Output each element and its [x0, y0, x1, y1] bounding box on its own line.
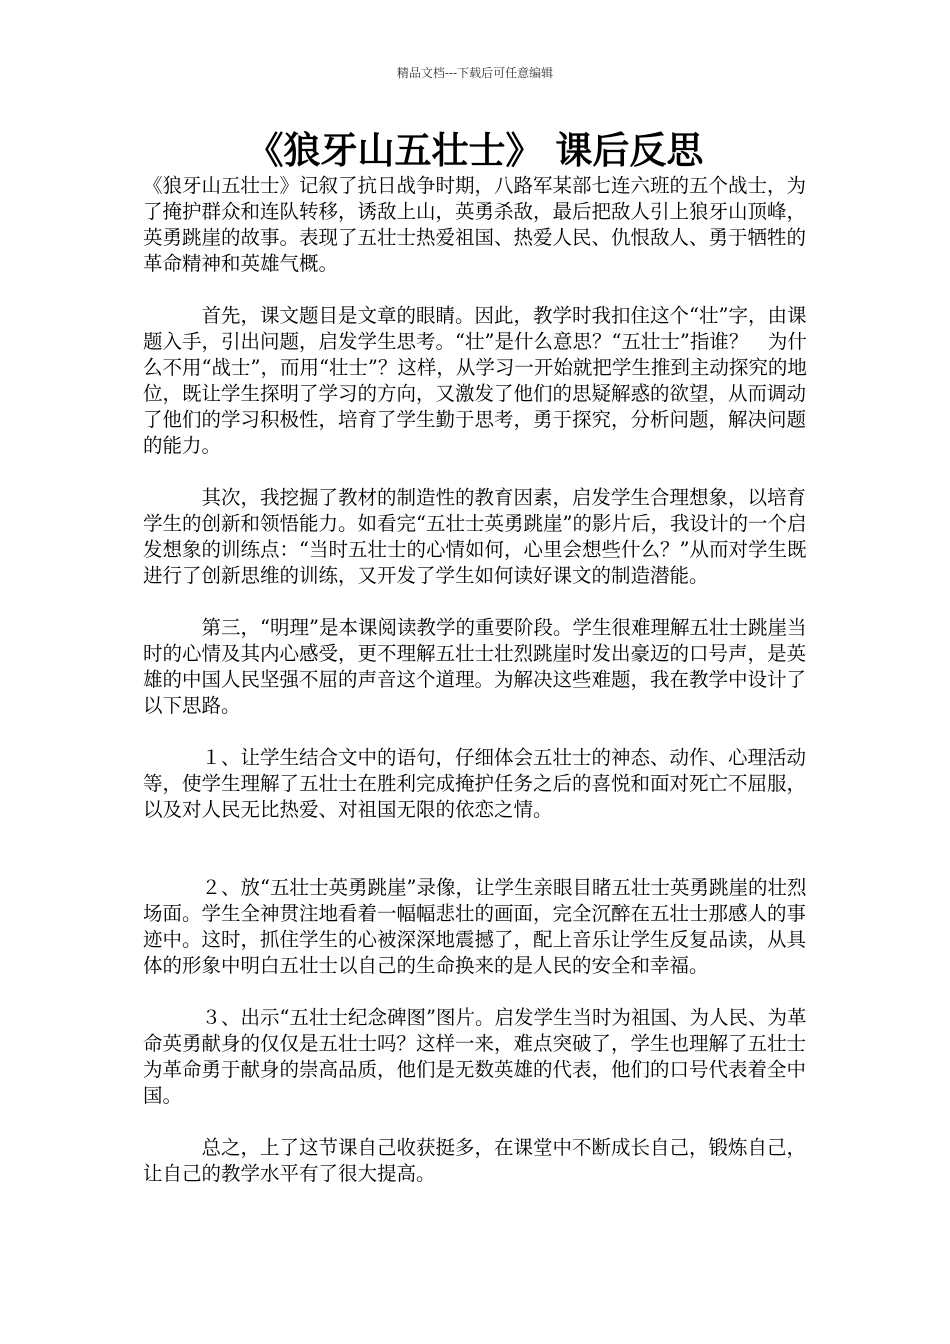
document-title: 《狼牙山五壮士》 课后反思 — [246, 128, 704, 172]
paragraph-gap — [143, 823, 823, 875]
paragraph-first: 首先，课文题目是文章的眼睛。因此，教学时我扣住这个“壮”字，由课题入手，引出问题，启发学生思考。“壮”是什么意思？“五壮士”指谁？ 为什么不用“战士”，而用“壮士”？这样，从学习一开始就把学生推到主动探究的地位，既让学生探明了学习的方向，又激发了他们的思疑解惑的欲望，从而调动了他们的学习积极性，培育了学生勤于思考，勇于探究，分析问题，解决问题的能力。 — [143, 304, 807, 457]
header-note: 精品文档---下载后可任意编辑 — [396, 66, 554, 80]
paragraph-gap — [143, 1109, 823, 1135]
paragraph-gap — [143, 979, 823, 1005]
paragraph-intro: 《狼牙山五壮士》记叙了抗日战争时期，八路军某部七连六班的五个战士，为了掩护群众和连队转移，诱敌上山，英勇杀敌，最后把敌人引上狼牙山顶峰，英勇跳崖的故事。表现了五壮士热爱祖国、热爱人民、仇恨敌人、勇于牺牲的革命精神和英雄气概。 — [143, 174, 807, 275]
paragraph-point-1: １、让学生结合文中的语句，仔细体会五壮士的神态、动作、心理活动等，使学生理解了五壮士在胜利完成掩护任务之后的喜悦和面对死亡不屈服，以及对人民无比热爱、对祖国无限的依恋之情。 — [143, 746, 807, 821]
paragraph-point-2: ２、放“五壮士英勇跳崖”录像，让学生亲眼目睹五壮士英勇跳崖的壮烈场面。学生全神贯注地看着一幅幅悲壮的画面，完全沉醉在五壮士那感人的事迹中。这时，抓住学生的心被深深地震撼了，配上音乐让学生反复品读，从具体的形象中明白五壮士以自己的生命换来的是人民的安全和幸福。 — [143, 876, 807, 977]
paragraph-point-3: ３、出示“五壮士纪念碑图”图片。启发学生当时为祖国、为人民、为革命英勇献身的仅仅是五壮士吗？这样一来，难点突破了，学生也理解了五壮士为革命勇于献身的崇高品质，他们是无数英雄的代表，他们的口号代表着全中国。 — [143, 1006, 807, 1107]
document-body — [143, 173, 823, 1187]
paragraph-gap — [143, 459, 823, 485]
paragraph-second: 其次，我挖掘了教材的制造性的教育因素，启发学生合理想象，以培育学生的创新和领悟能力。如看完“五壮士英勇跳崖”的影片后，我设计的一个启发想象的训练点：“当时五壮士的心情如何，心里会想些什么？”从而对学生既进行了创新思维的训练，又开发了学生如何读好课文的制造潜能。 — [143, 486, 807, 587]
paragraph-gap — [143, 277, 823, 303]
paragraph-third: 第三，“明理”是本课阅读教学的重要阶段。学生很难理解五壮士跳崖当时的心情及其内心感受，更不理解五壮士壮烈跳崖时发出豪迈的口号声，是英雄的中国人民坚强不屈的声音这个道理。为解决这些难题，我在教学中设计了以下思路。 — [143, 616, 807, 717]
paragraph-gap — [143, 589, 823, 615]
paragraph-conclusion: 总之，上了这节课自己收获挺多，在课堂中不断成长自己，锻炼自己，让自己的教学水平有了很大提高。 — [143, 1136, 807, 1185]
paragraph-gap — [143, 719, 823, 745]
